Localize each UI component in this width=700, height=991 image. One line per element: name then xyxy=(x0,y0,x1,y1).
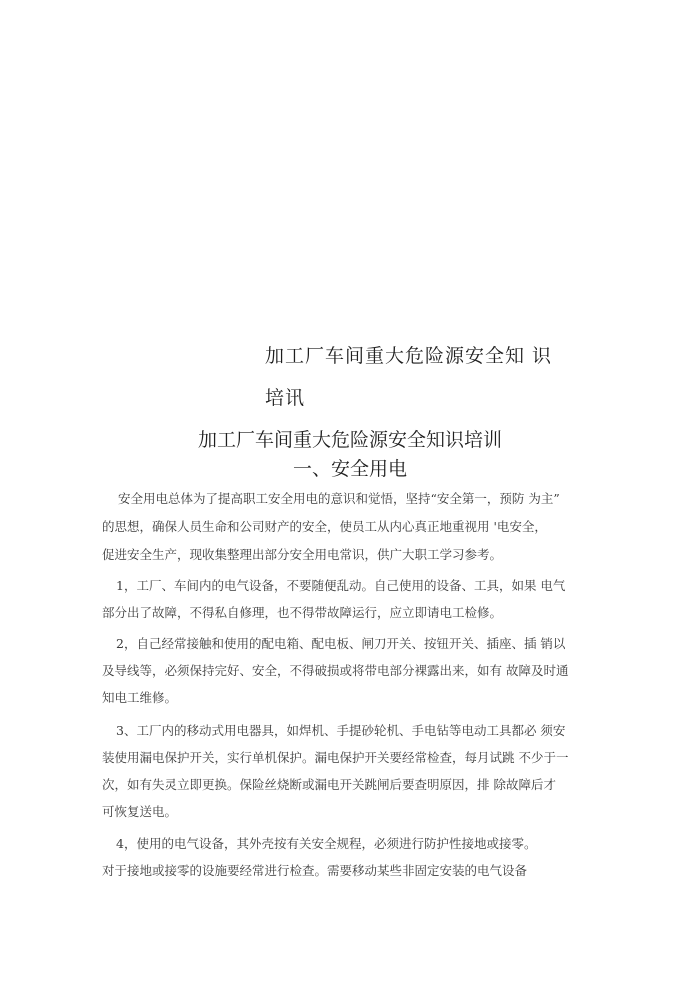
cover-title-line-1: 加工厂车间重大危险源安全知 识 xyxy=(265,345,553,367)
paragraph-line: 3、工厂内的移动式用电器具，如焊机、手提砂轮机、手电钻等电动工具都必 须安 xyxy=(116,723,566,738)
cover-title-line-2: 培讯 xyxy=(265,387,306,409)
paragraph-line: 促进安全生产，现收集整理出部分安全用电常识，供广大职工学习参考。 xyxy=(102,547,503,562)
paragraph-line: 及导线等，必须保持完好、安全，不得破损或将带电部分裸露出来，如有 故障及时通 xyxy=(102,663,569,678)
paragraph-line: 装使用漏电保护开关，实行单机保护。漏电保护开关要经常检查，每月试跳 不少于一 xyxy=(102,750,569,765)
paragraph-line: 知电工维修。 xyxy=(102,690,178,705)
paragraph-line: 1，工厂、车间内的电气设备，不要随便乱动。自己使用的设备、工具，如果 电气 xyxy=(116,578,566,593)
paragraph-line: 2，自己经常接触和使用的配电箱、配电板、闸刀开关、按钮开关、插座、插 销以 xyxy=(116,636,566,651)
paragraph-line: 的思想，确保人员生命和公司财产的安全，使员工从内心真正地重视用 '电安全， xyxy=(102,519,547,534)
paragraph-line: 对于接地或接零的设施要经常进行检查。需要移动某些非固定安装的电气设备 xyxy=(102,863,528,878)
section-heading: 一、安全用电 xyxy=(292,458,407,480)
paragraph-line: 4，使用的电气设备，其外壳按有关安全规程，必须进行防护性接地或接零。 xyxy=(116,836,537,851)
paragraph-line: 可恢复送电。 xyxy=(102,804,178,819)
document-title: 加工厂车间重大危险源安全知识培训 xyxy=(197,429,502,451)
paragraph-line: 次，如有失灵立即更换。保险丝烧断或漏电开关跳闸后要查明原因，排 除故障后才 xyxy=(102,777,556,792)
paragraph-line: 安全用电总体为了提高职工安全用电的意识和觉悟，坚持“安全第一，预防 为主” xyxy=(118,491,560,506)
paragraph-line: 部分出了故障，不得私自修理，也不得带故障运行，应立即请电工检修。 xyxy=(102,605,503,620)
